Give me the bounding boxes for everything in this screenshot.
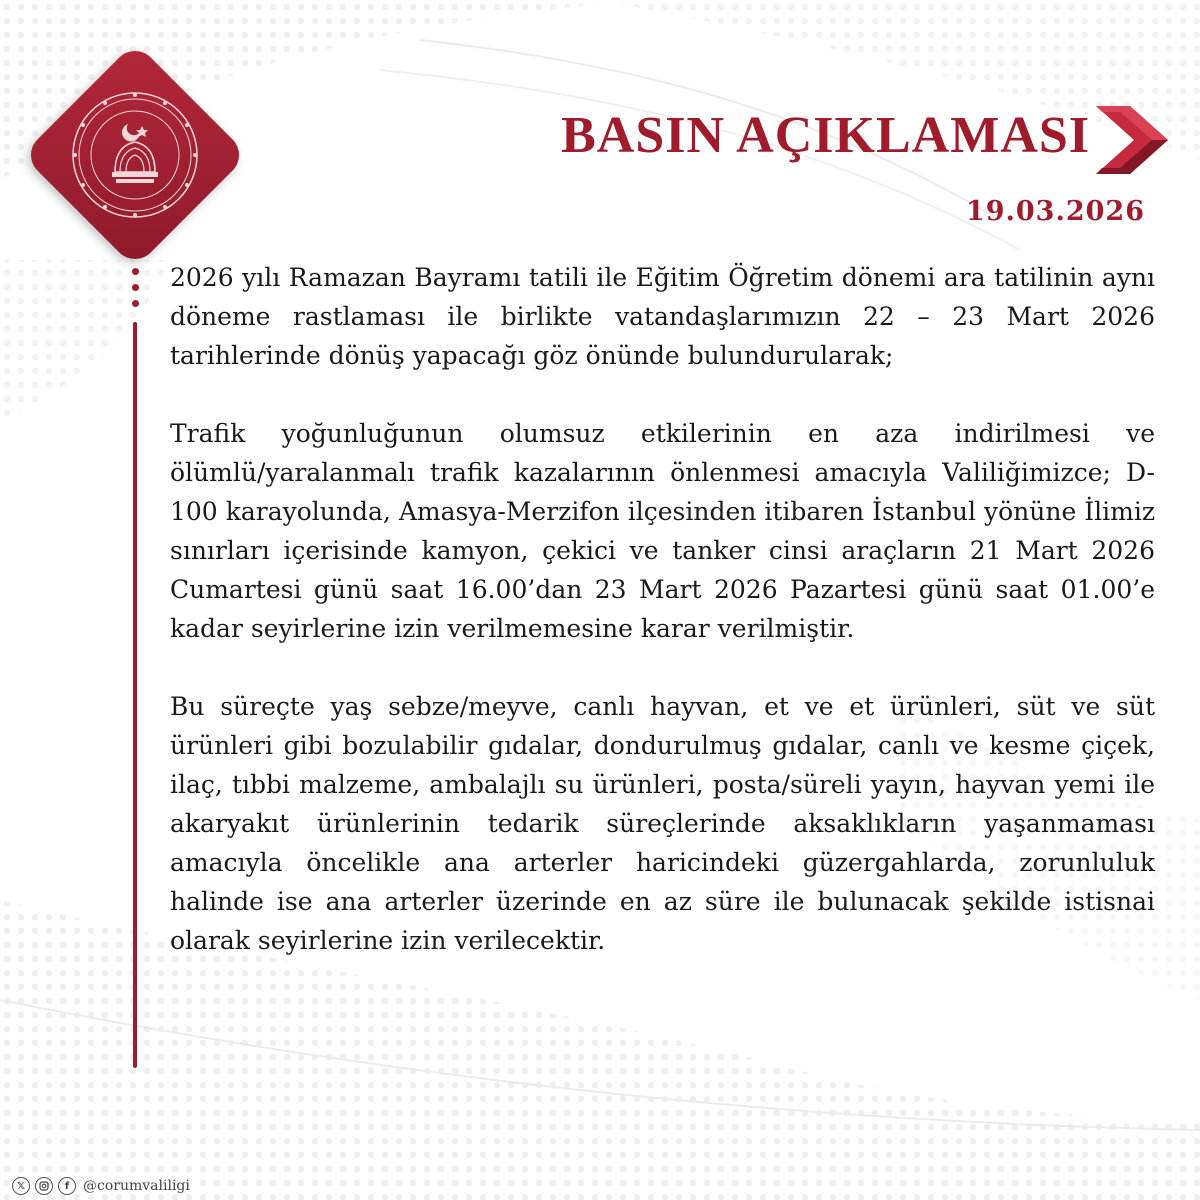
facebook-icon[interactable]: f <box>58 1177 76 1195</box>
footer-social <box>12 1175 190 1197</box>
announcement-body <box>170 258 1155 960</box>
announcement-date: 19.03.2026 <box>965 196 1145 227</box>
side-decoration-line <box>133 322 137 1068</box>
side-decoration-dots <box>131 268 141 316</box>
x-icon[interactable]: 𝕏 <box>12 1177 30 1195</box>
social-handle[interactable]: @corumvaliligi <box>83 1178 190 1194</box>
title-arrow-icon <box>1082 100 1174 180</box>
paragraph-2: Trafik yoğunluğunun olumsuz etkilerinin en aza indirilmesi ve ölümlü/yaralanmalı trafik kazalarının önlenmesi amacıyla Valiliğimizce; D-100 karayolunda, Amasya-Merzifon ilçesinden itibaren İstanbul yönüne İlimiz sınırları içerisinde kamyon, çekici ve tanker cinsi araçların 21 Mart 2026 Cumartesi günü saat 16.00’dan 23 Mart 2026 Pazartesi günü saat 01.00’e kadar seyirlerine izin verilmemesine karar verilmiştir. <box>170 419 1155 643</box>
page-title: BASIN AÇIKLAMASI <box>561 107 1090 164</box>
corum-valiligi-seal-logo <box>60 80 210 230</box>
paragraph-3: Bu süreçte yaş sebze/meyve, canlı hayvan, et ve et ürünleri, süt ve süt ürünleri gibi bozulabilir gıdalar, dondurulmuş gıdalar, canlı ve kesme çiçek, ilaç, tıbbi malzeme, ambalajlı su ürünleri, posta/süreli yayın, hayvan yemi ile akaryakıt ürünlerinin tedarik süreçlerinde aksaklıkların yaşanmaması amacıyla öncelikle ana arterler haricindeki güzergahlarda, zorunluluk halinde ise ana arterler üzerinde en az süre ile bulunacak şekilde istisnai olarak seyirlerine izin verilecektir. <box>170 692 1155 955</box>
instagram-icon[interactable] <box>35 1177 53 1195</box>
paragraph-1: 2026 yılı Ramazan Bayramı tatili ile Eğitim Öğretim dönemi ara tatilinin aynı döneme rastlaması ile birlikte vatandaşlarımızın 22 – 23 Mart 2026 tarihlerinde dönüş yapacağı göz önünde bulundurularak; <box>170 263 1155 370</box>
